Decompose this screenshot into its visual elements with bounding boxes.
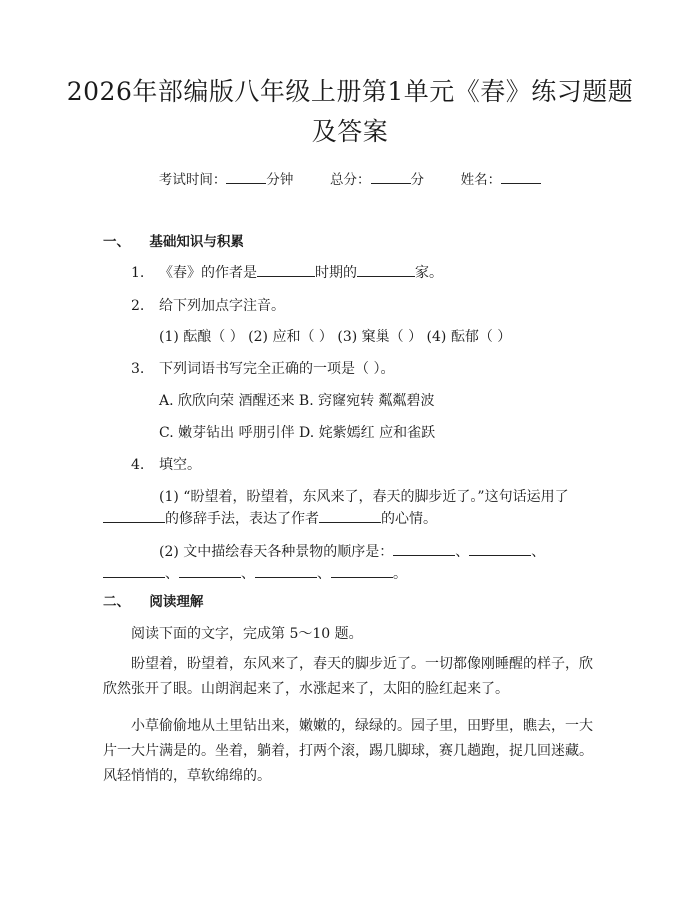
order-blank-6 — [331, 563, 393, 578]
question-4-sub1-line1: (1) “盼望着，盼望着，东风来了，春天的脚步近了。”这句话运用了 — [159, 489, 569, 505]
question-4-number: 4. — [131, 457, 145, 473]
question-4-sub2-line1 — [159, 541, 545, 561]
separator: 、 — [165, 566, 179, 582]
name-label: 姓名： — [460, 172, 502, 188]
time-label: 考试时间： — [158, 172, 227, 188]
question-4-sub2-line2 — [103, 563, 407, 583]
question-3-options-ab: A. 欣欣向荣 酒醒还来 B. 窍窿宛转 粼粼碧波 — [159, 393, 435, 409]
reading-paragraph-1: 盼望着，盼望着，东风来了，春天的脚步近了。一切都像刚睡醒的样子，欣欣然张开了眼。山朗润起来了，水涨起来了，太阳的脸红起来了。 — [103, 656, 593, 697]
section-2-title: 阅读理解 — [149, 594, 204, 610]
separator: 、 — [241, 566, 255, 582]
question-3-text: 下列词语书写完全正确的一项是（ ）。 — [159, 361, 395, 377]
score-unit: 分 — [410, 172, 424, 188]
reading-paragraph-2: 小草偷偷地从土里钻出来，嫩嫩的，绿绿的。园子里，田野里，瞧去，一大片一大片满是的。坐着，躺着，打两个滚，踢几脚球，赛几趟跑，捉几回迷藏。风轻悄悄的，草软绵绵的。 — [103, 718, 593, 784]
time-blank — [226, 169, 266, 184]
question-1-number: 1. — [131, 265, 145, 281]
section-1-title: 基础知识与积累 — [149, 234, 244, 250]
question-4-sub2-text: (2) 文中描绘春天各种景物的顺序是： — [159, 544, 394, 560]
feeling-blank — [319, 508, 381, 523]
separator: 、 — [317, 566, 331, 582]
order-blank-1 — [393, 541, 455, 556]
question-3-number: 3. — [131, 361, 145, 377]
era-blank — [357, 262, 415, 277]
order-blank-2 — [469, 541, 531, 556]
question-4-sub1-text-c: 的心情。 — [381, 511, 437, 527]
section-2-number: 二、 — [103, 594, 130, 610]
time-unit: 分钟 — [266, 172, 294, 188]
question-4 — [131, 454, 201, 474]
question-4-text: 填空。 — [159, 457, 201, 473]
section-1-number: 一、 — [103, 234, 130, 250]
period: 。 — [393, 566, 407, 582]
order-blank-5 — [255, 563, 317, 578]
question-3 — [131, 358, 394, 378]
section-2-heading — [103, 590, 203, 610]
order-blank-3 — [103, 563, 165, 578]
separator: 、 — [531, 544, 546, 560]
exam-info-line — [0, 168, 700, 188]
question-4-sub1-text-b: 的修辞手法，表达了作者 — [165, 511, 319, 527]
question-4-sub1-line2 — [103, 508, 437, 528]
question-1-text-b: 时期的 — [315, 265, 357, 281]
question-3-options-cd: C. 嫩芽钻出 呼朋引伴 D. 姹紫嫣红 应和雀跃 — [159, 425, 436, 441]
name-blank — [501, 169, 541, 184]
score-blank — [371, 169, 411, 184]
score-label: 总分： — [330, 172, 371, 188]
separator: 、 — [455, 544, 470, 560]
question-1-text-c: 家。 — [415, 265, 443, 281]
question-2-items: (1) 酝酿（ ） (2) 应和（ ） (3) 窠巢（ ） (4) 酝郁（ ） — [159, 329, 512, 345]
order-blank-4 — [179, 563, 241, 578]
question-1-text-a: 《春》的作者是 — [159, 265, 257, 281]
question-1 — [131, 262, 443, 282]
section-1-heading — [103, 230, 244, 250]
author-blank — [257, 262, 315, 277]
reading-intro: 阅读下面的文字，完成第 5～10 题。 — [131, 626, 363, 642]
rhetoric-blank — [103, 508, 165, 523]
question-2 — [131, 295, 285, 315]
question-2-text: 给下列加点字注音。 — [159, 298, 285, 314]
page-title: 2026年部编版八年级上册第1单元《春》练习题题及答案 — [66, 77, 634, 146]
question-2-number: 2. — [131, 298, 145, 314]
